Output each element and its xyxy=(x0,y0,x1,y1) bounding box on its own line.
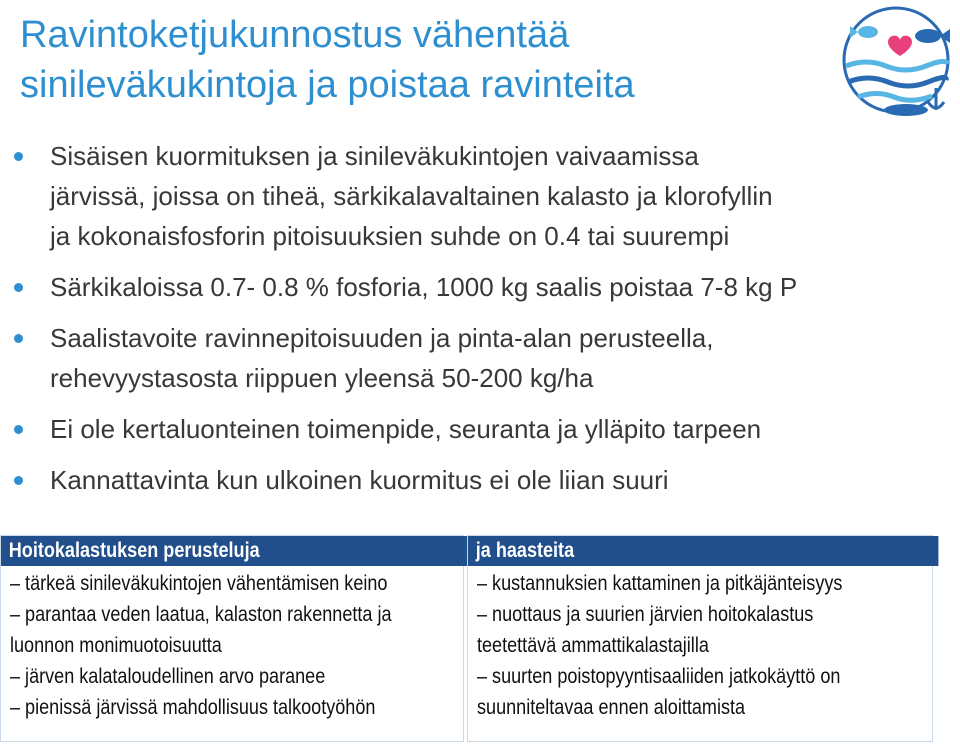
challenge-line: – kustannuksien kattaminen ja pitkäjänteisyys xyxy=(477,572,843,595)
challenge-line: – nuottaus ja suurien järvien hoitokalastus xyxy=(477,603,814,626)
slide-title xyxy=(20,10,820,110)
bullet-item xyxy=(14,318,934,398)
challenge-line: teetettävä ammattikalastajilla xyxy=(477,634,709,657)
challenges-panel xyxy=(467,535,933,742)
bullet-dot-icon xyxy=(14,425,23,434)
lake-emblem-icon xyxy=(836,2,960,120)
challenge-line: suunniteltavaa ennen aloittamista xyxy=(477,696,746,719)
bullet-text-line: ja kokonaisfosforin pitoisuuksien suhde on 0.4 tai suurempi xyxy=(50,221,730,251)
bullet-dot-icon xyxy=(14,283,23,292)
bullet-dot-icon xyxy=(14,152,23,161)
bullet-item xyxy=(14,136,934,256)
bullet-item xyxy=(14,409,934,449)
reason-line: – järven kalataloudellinen arvo paranee xyxy=(10,665,326,688)
reasons-panel xyxy=(0,535,464,742)
bullet-dot-icon xyxy=(14,334,23,343)
reason-line: luonnon monimuotoisuutta xyxy=(10,634,222,657)
bullet-text-line: Sisäisen kuormituksen ja sinileväkukintojen vaivaamissa xyxy=(50,141,699,171)
bullet-text-line: järvissä, joissa on tiheä, särkikalavaltainen kalasto ja klorofyllin xyxy=(50,181,773,211)
title-line-1: Ravintoketjukunnostus vähentää xyxy=(20,14,570,56)
reasons-heading: Hoitokalastuksen perusteluja xyxy=(1,536,470,566)
title-line-2: sinileväkukintoja ja poistaa ravinteita xyxy=(20,64,635,106)
bullet-list xyxy=(14,136,934,511)
reason-line: – pienissä järvissä mahdollisuus talkootyöhön xyxy=(10,696,376,719)
bullet-text-line: Kannattavinta kun ulkoinen kuormitus ei ole liian suuri xyxy=(50,465,669,495)
reason-line: – parantaa veden laatua, kalaston rakennetta ja xyxy=(10,603,392,626)
bullet-dot-icon xyxy=(14,476,23,485)
challenges-body xyxy=(468,566,932,723)
bullet-text-line: rehevyystasosta riippuen yleensä 50-200 kg/ha xyxy=(50,363,594,393)
challenge-line: – suurten poistopyyntisaaliiden jatkokäyttö on xyxy=(477,665,841,688)
challenges-heading: ja haasteita xyxy=(468,536,939,566)
bullet-item xyxy=(14,267,934,307)
reasons-body xyxy=(1,566,463,723)
bullet-item xyxy=(14,460,934,500)
reason-line: – tärkeä sinileväkukintojen vähentämisen keino xyxy=(10,572,388,595)
bullet-text-line: Ei ole kertaluonteinen toimenpide, seuranta ja ylläpito tarpeen xyxy=(50,414,762,444)
bullet-text-line: Särkikaloissa 0.7- 0.8 % fosforia, 1000 kg saalis poistaa 7-8 kg P xyxy=(50,272,798,302)
bullet-text-line: Saalistavoite ravinnepitoisuuden ja pinta-alan perusteella, xyxy=(50,323,714,353)
